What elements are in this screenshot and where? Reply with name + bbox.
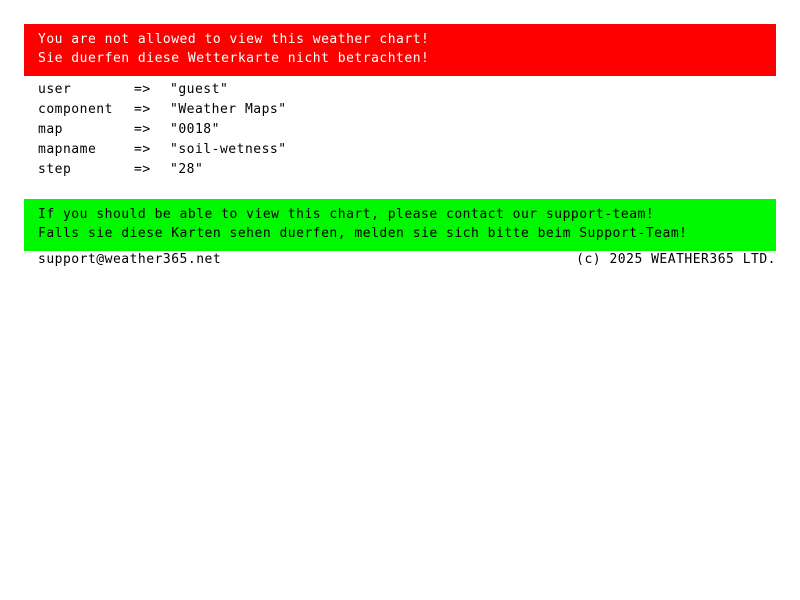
parameter-row (38, 140, 738, 160)
parameter-arrow: => (134, 82, 151, 97)
parameter-arrow: => (134, 102, 151, 117)
parameter-key: component (38, 102, 113, 117)
parameter-value: "Weather Maps" (170, 102, 287, 117)
parameter-row (38, 120, 738, 140)
parameter-row (38, 80, 738, 100)
parameter-row (38, 100, 738, 120)
support-email-link[interactable]: support@weather365.net (38, 252, 222, 267)
parameter-key: mapname (38, 142, 97, 157)
parameter-key: map (38, 122, 63, 137)
footer (38, 250, 776, 270)
parameter-value: "28" (170, 162, 204, 177)
support-message-english: If you should be able to view this chart, please contact our support-team! (38, 207, 655, 222)
parameter-key: user (38, 82, 72, 97)
request-parameters-list (38, 80, 738, 180)
support-message-german: Falls sie diese Karten sehen duerfen, melden sie sich bitte beim Support-Team! (38, 226, 688, 241)
parameter-row (38, 160, 738, 180)
error-message-german: Sie duerfen diese Wetterkarte nicht betrachten! (38, 51, 430, 66)
parameter-arrow: => (134, 122, 151, 137)
parameter-value: "0018" (170, 122, 220, 137)
copyright-notice: (c) 2025 WEATHER365 LTD. (576, 252, 776, 267)
parameter-value: "soil-wetness" (170, 142, 287, 157)
parameter-value: "guest" (170, 82, 229, 97)
error-message-english: You are not allowed to view this weather chart! (38, 32, 430, 47)
support-info-banner (24, 199, 776, 251)
parameter-arrow: => (134, 162, 151, 177)
permission-error-banner (24, 24, 776, 76)
parameter-key: step (38, 162, 72, 177)
parameter-arrow: => (134, 142, 151, 157)
